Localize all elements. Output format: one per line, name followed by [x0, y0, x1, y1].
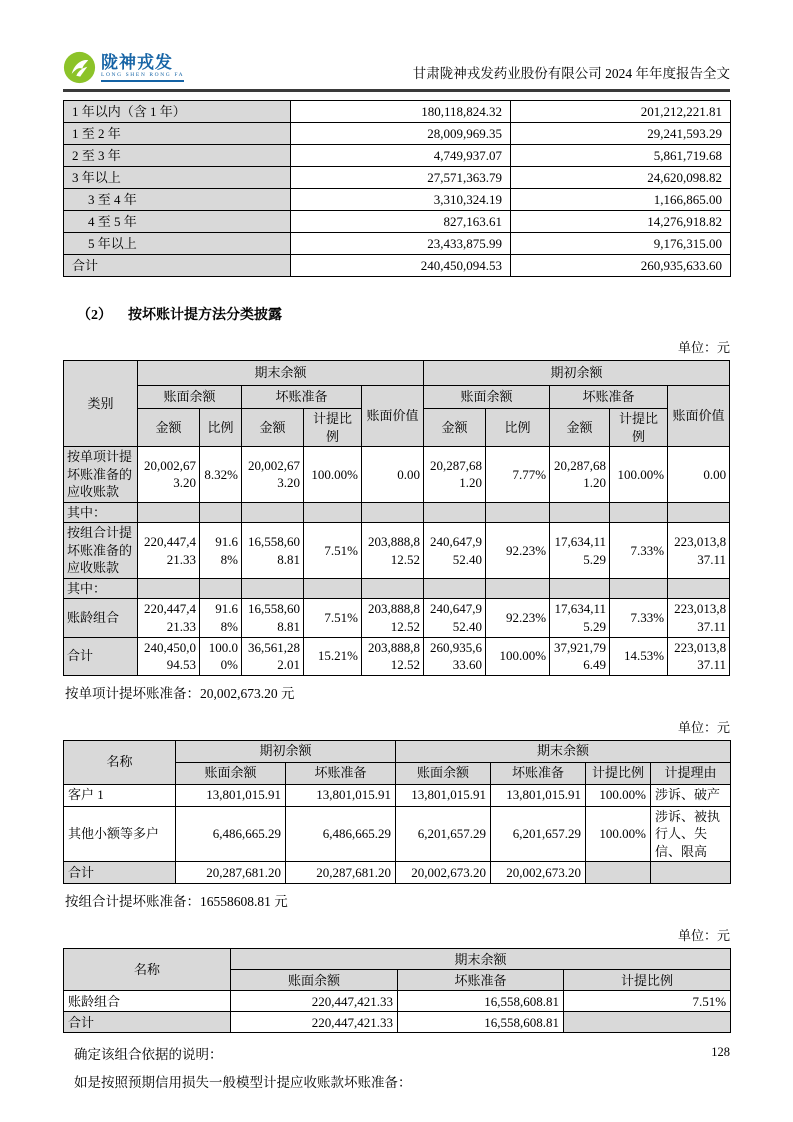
cell-ending-balance: 827,163.61	[291, 211, 511, 233]
col-header-provision-reason: 计提理由	[651, 762, 731, 784]
cell-ending-balance: 3,310,324.19	[291, 189, 511, 211]
cell-reason: 涉诉、破产	[651, 784, 731, 806]
col-header-bad-debt: 坏账准备	[398, 970, 564, 991]
cell-value: 203,888,812.52	[362, 637, 424, 675]
cell-value: 20,002,673.20	[242, 447, 304, 503]
portfolio-provision-table	[63, 948, 731, 1033]
table-row	[64, 123, 731, 145]
cell-value: 20,002,673.20	[138, 447, 200, 503]
cell-value: 223,013,837.11	[668, 637, 730, 675]
cell-value: 20,287,681.20	[550, 447, 610, 503]
cell-beginning-balance: 5,861,719.68	[511, 145, 731, 167]
cell-value: 16,558,608.81	[242, 523, 304, 579]
col-header-book-value: 账面价值	[362, 386, 424, 447]
col-header-name: 名称	[64, 949, 231, 991]
unit-label: 单位：元	[677, 719, 730, 735]
cell-value: 100.00%	[304, 447, 362, 503]
cell-value: 220,447,421.33	[138, 523, 200, 579]
page-number: 128	[711, 1045, 730, 1059]
table-row	[64, 211, 731, 233]
cell-value: 100.00%	[586, 806, 651, 862]
col-header-amount: 金额	[138, 409, 200, 447]
cell-value: 100.00%	[200, 637, 242, 675]
cell-beginning-balance: 201,212,221.81	[511, 101, 731, 123]
cell-value: 240,647,952.40	[424, 523, 486, 579]
cell-value: 13,801,015.91	[491, 784, 586, 806]
cell-ending-balance: 28,009,969.35	[291, 123, 511, 145]
table-row	[64, 991, 731, 1012]
cell-value: 14.53%	[610, 637, 668, 675]
logo-text	[101, 54, 184, 82]
cell-value: 91.68%	[200, 523, 242, 579]
cell-value: 16,558,608.81	[242, 599, 304, 637]
col-header-book-balance: 账面余额	[396, 762, 491, 784]
brand-name-en: LONG SHEN RONG FA	[101, 71, 185, 78]
cell-value: 7.51%	[564, 991, 731, 1012]
col-header-beginning: 期初余额	[176, 740, 396, 762]
row-label: 合计	[64, 862, 176, 884]
cell-beginning-balance: 24,620,098.82	[511, 167, 731, 189]
cell-value: 16,558,608.81	[398, 991, 564, 1012]
row-label: 账龄组合	[64, 991, 231, 1012]
cell-value: 36,561,282.01	[242, 637, 304, 675]
col-header-amount: 金额	[424, 409, 486, 447]
cell-value: 0.00	[668, 447, 730, 503]
cell-value: 13,801,015.91	[286, 784, 396, 806]
col-header-ratio: 比例	[200, 409, 242, 447]
logo-icon	[63, 51, 96, 84]
col-header-book-balance: 账面余额	[424, 386, 550, 409]
cell-value: 223,013,837.11	[668, 523, 730, 579]
table-row	[64, 255, 731, 277]
cell-value: 13,801,015.91	[396, 784, 491, 806]
cell-value: 240,647,952.40	[424, 599, 486, 637]
row-label: 按单项计提坏账准备的应收账款	[64, 447, 138, 503]
table-row	[64, 167, 731, 189]
brand-name-cn: 陇神戎发	[101, 52, 173, 72]
table-row	[64, 1012, 731, 1033]
cell-value: 92.23%	[486, 523, 550, 579]
cell-value: 240,450,094.53	[138, 637, 200, 675]
cell-value: 220,447,421.33	[138, 599, 200, 637]
company-logo	[63, 51, 184, 84]
row-label: 客户 1	[64, 784, 176, 806]
cell-ending-balance: 27,571,363.79	[291, 167, 511, 189]
cell-value: 20,287,681.20	[176, 862, 286, 884]
row-label: 按组合计提坏账准备的应收账款	[64, 523, 138, 579]
table-row	[64, 502, 730, 523]
cell-value: 0.00	[362, 447, 424, 503]
cell-value: 20,287,681.20	[424, 447, 486, 503]
cell-value: 37,921,796.49	[550, 637, 610, 675]
table-row	[64, 233, 731, 255]
cell-value: 6,201,657.29	[396, 806, 491, 862]
table-row	[64, 806, 731, 862]
unit-label: 单位：元	[677, 928, 730, 944]
row-label: 其他小额等多户	[64, 806, 176, 862]
row-label: 1 至 2 年	[64, 123, 291, 145]
cell-ending-balance: 4,749,937.07	[291, 145, 511, 167]
row-label: 合计	[64, 637, 138, 675]
row-label: 3 至 4 年	[64, 189, 291, 211]
cell-value: 6,201,657.29	[491, 806, 586, 862]
section-title: 按坏账计提方法分类披露	[128, 308, 282, 323]
table-row	[64, 578, 730, 599]
individual-provision-table	[63, 740, 731, 885]
table-row	[64, 101, 731, 123]
cell-value: 17,634,115.29	[550, 523, 610, 579]
col-header-bad-debt: 坏账准备	[491, 762, 586, 784]
col-header-category: 类别	[64, 361, 138, 447]
cell-reason: 涉诉、被执行人、失信、限高	[651, 806, 731, 862]
row-label: 合计	[64, 255, 291, 277]
cell-value: 15.21%	[304, 637, 362, 675]
cell-value: 203,888,812.52	[362, 599, 424, 637]
row-label: 其中：	[64, 502, 138, 523]
cell-beginning-balance: 29,241,593.29	[511, 123, 731, 145]
cell-value: 100.00%	[486, 637, 550, 675]
header-row	[64, 361, 730, 386]
cell-value: 7.33%	[610, 599, 668, 637]
cell-value: 20,002,673.20	[491, 862, 586, 884]
cell-value: 220,447,421.33	[231, 991, 398, 1012]
cell-beginning-balance: 14,276,918.82	[511, 211, 731, 233]
method-table	[63, 360, 730, 676]
col-header-beginning: 期初余额	[424, 361, 730, 386]
unit-label: 单位：元	[677, 340, 730, 355]
cell-value: 203,888,812.52	[362, 523, 424, 579]
cell-value: 260,935,633.60	[424, 637, 486, 675]
document-title: 甘肃陇神戎发药业股份有限公司 2024 年年度报告全文	[412, 66, 730, 81]
cell-value: 8.32%	[200, 447, 242, 503]
col-header-name: 名称	[64, 740, 176, 784]
closing-note: 如是按照预期信用损失一般模型计提应收账款坏账准备：	[74, 1075, 412, 1091]
row-label: 其中：	[64, 578, 138, 599]
table-row	[64, 637, 730, 675]
cell-value: 6,486,665.29	[286, 806, 396, 862]
cell-ending-balance: 23,433,875.99	[291, 233, 511, 255]
col-header-ending: 期末余额	[138, 361, 424, 386]
col-header-bad-debt: 坏账准备	[550, 386, 668, 409]
col-header-book-balance: 账面余额	[231, 970, 398, 991]
cell-value: 20,002,673.20	[396, 862, 491, 884]
cell-value: 13,801,015.91	[176, 784, 286, 806]
table-row	[64, 145, 731, 167]
col-header-provision-ratio: 计提比例	[610, 409, 668, 447]
col-header-bad-debt: 坏账准备	[286, 762, 396, 784]
cell-beginning-balance: 1,166,865.00	[511, 189, 731, 211]
col-header-book-value: 账面价值	[668, 386, 730, 447]
header-row	[64, 386, 730, 409]
row-label: 3 年以上	[64, 167, 291, 189]
cell-value: 92.23%	[486, 599, 550, 637]
col-header-ratio: 比例	[486, 409, 550, 447]
row-label: 4 至 5 年	[64, 211, 291, 233]
table-row	[64, 523, 730, 579]
col-header-ending: 期末余额	[231, 949, 731, 970]
cell-value: 220,447,421.33	[231, 1012, 398, 1033]
col-header-bad-debt: 坏账准备	[242, 386, 362, 409]
col-header-book-balance: 账面余额	[176, 762, 286, 784]
cell-value: 91.68%	[200, 599, 242, 637]
cell-value: 17,634,115.29	[550, 599, 610, 637]
cell-value: 100.00%	[610, 447, 668, 503]
table-row	[64, 599, 730, 637]
row-label: 2 至 3 年	[64, 145, 291, 167]
cell-value: 7.51%	[304, 599, 362, 637]
table-row	[64, 862, 731, 884]
cell-value: 16,558,608.81	[398, 1012, 564, 1033]
section-number: （2）	[77, 308, 112, 323]
row-label: 1 年以内（含 1 年）	[64, 101, 291, 123]
cell-value: 7.77%	[486, 447, 550, 503]
cell-value: 6,486,665.29	[176, 806, 286, 862]
row-label: 5 年以上	[64, 233, 291, 255]
col-header-provision-ratio: 计提比例	[586, 762, 651, 784]
table-row	[64, 784, 731, 806]
col-header-book-balance: 账面余额	[138, 386, 242, 409]
col-header-ending: 期末余额	[396, 740, 731, 762]
cell-value: 7.51%	[304, 523, 362, 579]
cell-value: 7.33%	[610, 523, 668, 579]
note-individual-provision: 按单项计提坏账准备：20,002,673.20 元	[65, 685, 295, 701]
header-row	[64, 740, 731, 762]
table-row	[64, 447, 730, 503]
aging-table	[63, 100, 731, 277]
cell-beginning-balance: 9,176,315.00	[511, 233, 731, 255]
col-header-amount: 金额	[242, 409, 304, 447]
section-heading	[63, 304, 730, 324]
page-header	[63, 44, 730, 92]
cell-value: 223,013,837.11	[668, 599, 730, 637]
row-label: 合计	[64, 1012, 231, 1033]
closing-note: 确定该组合依据的说明：	[74, 1047, 223, 1063]
col-header-amount: 金额	[550, 409, 610, 447]
cell-beginning-balance: 260,935,633.60	[511, 255, 731, 277]
col-header-provision-ratio: 计提比例	[564, 970, 731, 991]
cell-ending-balance: 180,118,824.32	[291, 101, 511, 123]
col-header-provision-ratio: 计提比例	[304, 409, 362, 447]
cell-ending-balance: 240,450,094.53	[291, 255, 511, 277]
note-portfolio-provision: 按组合计提坏账准备：16558608.81 元	[65, 894, 288, 910]
cell-value: 100.00%	[586, 784, 651, 806]
row-label: 账龄组合	[64, 599, 138, 637]
table-row	[64, 189, 731, 211]
cell-value: 20,287,681.20	[286, 862, 396, 884]
header-row	[64, 949, 731, 970]
